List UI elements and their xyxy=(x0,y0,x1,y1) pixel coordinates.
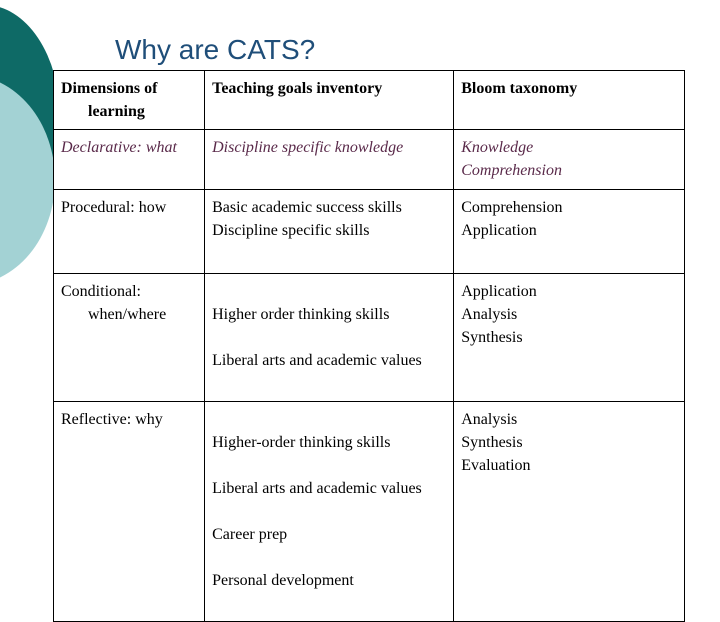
cell-dimension: Procedural: how xyxy=(54,190,205,274)
table-row xyxy=(54,130,685,190)
page-title: Why are CATS? xyxy=(115,34,316,65)
table-row xyxy=(54,190,685,274)
table-row xyxy=(54,402,685,622)
cell-dimension: Conditional: when/where xyxy=(54,274,205,402)
cell-goals: Higher order thinking skills Liberal arts and academic values xyxy=(205,274,454,402)
cell-bloom: Comprehension Application xyxy=(454,190,685,274)
header-teaching-goals: Teaching goals inventory xyxy=(205,71,454,130)
cell-goals: Discipline specific knowledge xyxy=(205,130,454,190)
cell-bloom: Knowledge Comprehension xyxy=(454,130,685,190)
table-header-row xyxy=(54,71,685,130)
cell-goals: Higher-order thinking skills Liberal arts and academic values Career prep Personal development xyxy=(205,402,454,622)
cell-bloom: Application Analysis Synthesis xyxy=(454,274,685,402)
header-bloom: Bloom taxonomy xyxy=(454,71,685,130)
cell-dimension: Reflective: why xyxy=(54,402,205,622)
cell-bloom: Analysis Synthesis Evaluation xyxy=(454,402,685,622)
table-row xyxy=(54,274,685,402)
cell-goals: Basic academic success skills Discipline specific skills xyxy=(205,190,454,274)
cell-dimension: Declarative: what xyxy=(54,130,205,190)
cats-table xyxy=(53,70,685,622)
header-dimensions: Dimensions of learning xyxy=(54,71,205,130)
